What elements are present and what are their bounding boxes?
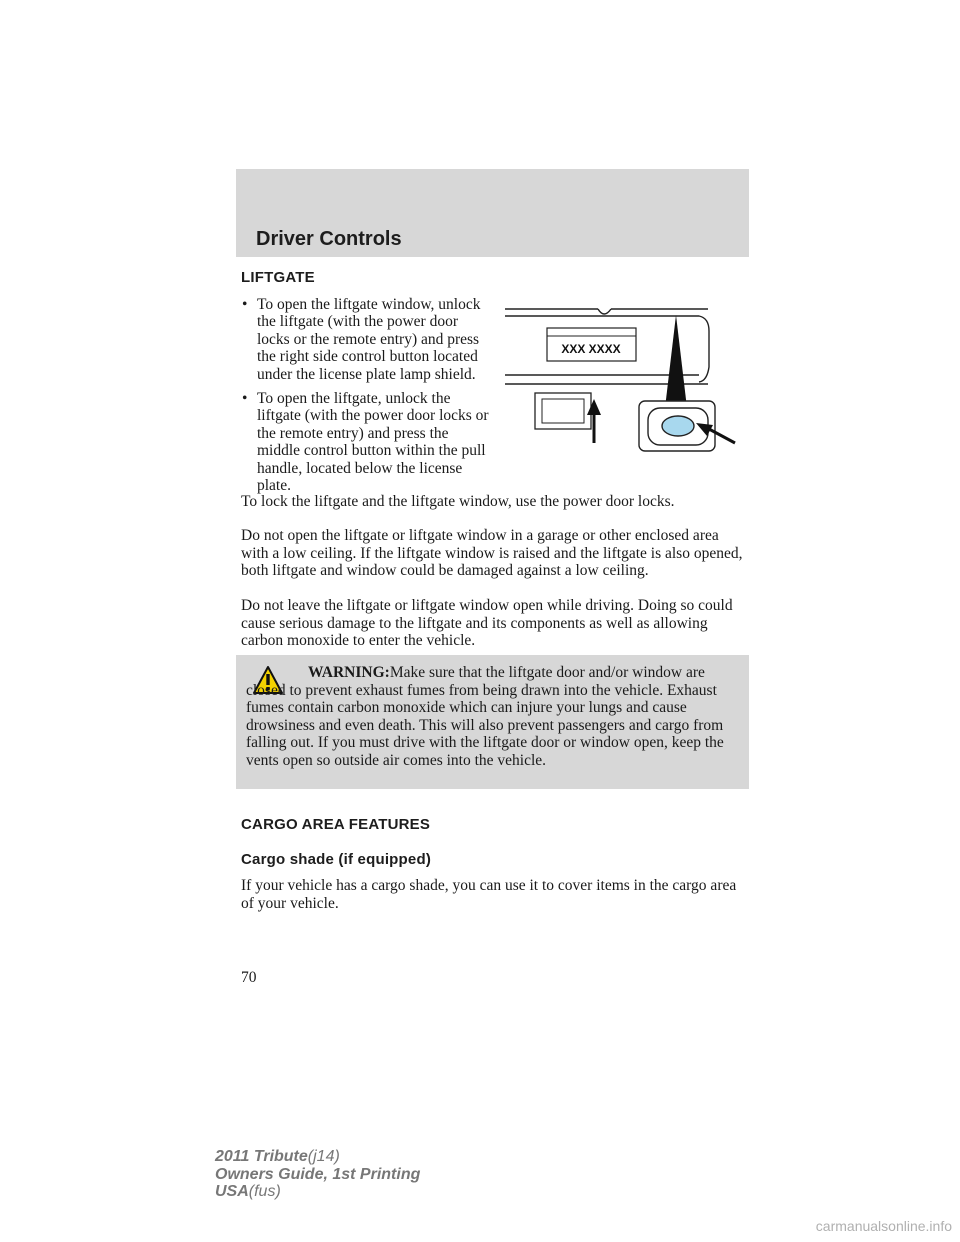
- cargo-shade-subheading: Cargo shade (if equipped): [241, 851, 432, 868]
- liftgate-heading: LIFTGATE: [241, 269, 315, 286]
- bullet-icon: •: [242, 390, 248, 408]
- warning-label: WARNING:: [308, 664, 390, 681]
- low-ceiling-paragraph: Do not open the liftgate or liftgate window in a garage or other enclosed area with a low ceiling. If the liftgate window is raised and the liftgate is also opened, both liftgate and window could be damaged against a low ceiling.: [241, 527, 743, 580]
- warning-body: Make sure that the liftgate door and/or window are closed to prevent exhaust fumes from being drawn into the vehicle. Exhaust fumes contain carbon monoxide which can injure your lungs and cause drowsiness and even death. This will also prevent passengers and cargo from falling out. If you must drive with the liftgate door or window open, keep the vents open so outside air comes into the vehicle.: [246, 664, 724, 769]
- list-item: • To open the liftgate, unlock the liftgate (with the power door locks or the remote entry) and press the middle control button within the pull handle, located below the license plate.: [242, 390, 489, 495]
- license-plate-text: XXX XXXX: [561, 342, 621, 356]
- page-number: 70: [241, 969, 257, 986]
- cargo-shade-paragraph: If your vehicle has a cargo shade, you can use it to cover items in the cargo area of your vehicle.: [241, 877, 737, 912]
- driving-open-paragraph: Do not leave the liftgate or liftgate window open while driving. Doing so could cause serious damage to the liftgate and its components as well as allowing carbon monoxide to enter the vehicle.: [241, 597, 733, 650]
- section-title: Driver Controls: [256, 228, 402, 250]
- document-footer: 2011 Tribute(j14) Owners Guide, 1st Printing USA(fus): [215, 1148, 421, 1200]
- watermark: carmanualsonline.info: [815, 1218, 952, 1234]
- warning-box: [236, 655, 749, 789]
- bullet-icon: •: [242, 296, 248, 313]
- lock-paragraph: To lock the liftgate and the liftgate window, use the power door locks.: [241, 493, 675, 510]
- liftgate-bullet-list: [241, 296, 491, 501]
- list-item: • To open the liftgate window, unlock the liftgate (with the power door locks or the remote entry) and press the right side control button located under the license plate lamp shield.: [242, 296, 481, 383]
- cargo-heading: CARGO AREA FEATURES: [241, 816, 431, 833]
- warning-text: [246, 664, 742, 770]
- liftgate-buttons-diagram: [503, 295, 743, 485]
- section-header: [236, 169, 749, 257]
